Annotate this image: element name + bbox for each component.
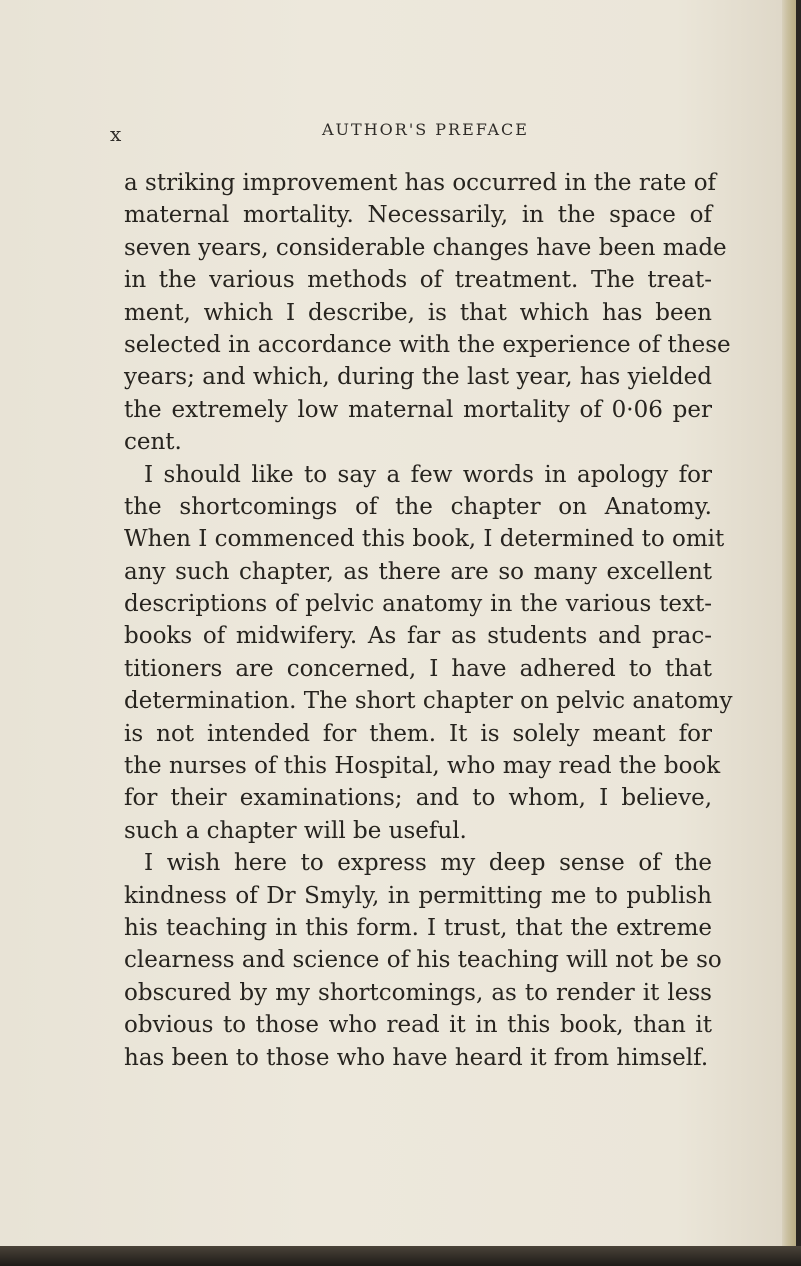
text-line: in the various methods of treatment. The treat-: [124, 267, 712, 294]
text-line: When I commenced this book, I determined to omit: [124, 526, 725, 553]
text-line: descriptions of pelvic anatomy in the various text-: [124, 591, 712, 618]
text-line: years; and which, during the last year, has yielded: [124, 364, 712, 391]
book-binding-shadow: [0, 1246, 801, 1266]
preface-body: [124, 167, 733, 1074]
text-line: has been to those who have heard it from himself.: [124, 1044, 709, 1071]
text-line: the nurses of this Hospital, who may read the book: [124, 753, 721, 780]
text-line: cent.: [124, 429, 182, 456]
text-line: maternal mortality. Necessarily, in the space of: [124, 202, 712, 229]
text-line: books of midwifery. As far as students and prac-: [124, 623, 712, 650]
paragraph-start-line: I should like to say a few words in apology for: [144, 461, 712, 488]
text-line: titioners are concerned, I have adhered to that: [124, 655, 712, 682]
text-line: determination. The short chapter on pelvic anatomy: [124, 688, 733, 715]
running-head: AUTHOR'S PREFACE: [322, 120, 529, 139]
page-edge: [782, 0, 796, 1246]
text-line: for their examinations; and to whom, I believe,: [124, 785, 712, 812]
page-header: [0, 118, 796, 146]
text-line: ment, which I describe, is that which has been: [124, 299, 712, 326]
text-line: obvious to those who read it in this book, than it: [124, 1012, 712, 1039]
text-line: such a chapter will be useful.: [124, 817, 467, 844]
paragraph-start-line: I wish here to express my deep sense of the: [144, 850, 712, 877]
text-line: the shortcomings of the chapter on Anatomy.: [124, 493, 712, 520]
text-line: seven years, considerable changes have been made: [124, 234, 727, 261]
text-line: a striking improvement has occurred in the rate of: [124, 170, 717, 196]
text-line: his teaching in this form. I trust, that the extreme: [124, 914, 712, 941]
text-line: selected in accordance with the experience of these: [124, 331, 731, 358]
text-line: any such chapter, as there are so many excellent: [124, 558, 712, 585]
text-line: the extremely low maternal mortality of 0·06 per: [124, 396, 712, 423]
text-line: obscured by my shortcomings, as to render it less: [124, 979, 712, 1006]
text-line: is not intended for them. It is solely meant for: [124, 720, 712, 747]
text-line: kindness of Dr Smyly, in permitting me to publish: [124, 882, 712, 909]
text-line: clearness and science of his teaching will not be so: [124, 947, 722, 974]
page-number: x: [110, 122, 123, 146]
